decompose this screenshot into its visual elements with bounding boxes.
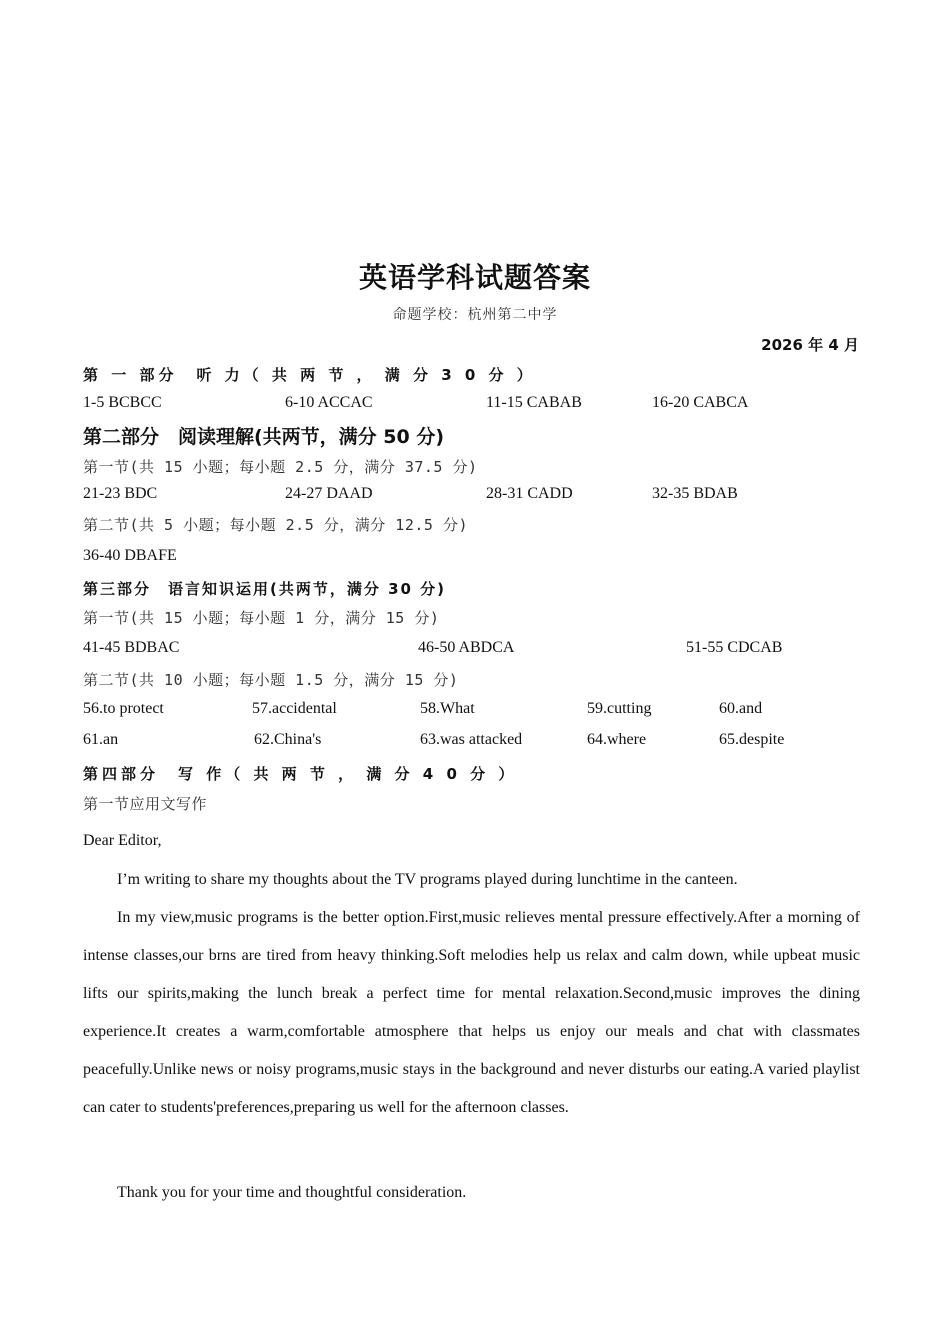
- part4-section1-label: 第一节应用文写作: [83, 795, 208, 813]
- exam-date: 2026 年 4 月: [761, 336, 859, 354]
- answer-group: 51-55 CDCAB: [686, 639, 783, 656]
- source-school: 命题学校：杭州第二中学: [392, 307, 558, 323]
- part2-heading: 第二部分 阅读理解(共两节，满分 50 分): [83, 426, 445, 448]
- letter-paragraph-1: I’m writing to share my thoughts about the TV programs played during lunchtime in the canteen.: [117, 871, 738, 888]
- answer-group: 28-31 CADD: [486, 485, 573, 502]
- answer-group: 16-20 CABCA: [652, 394, 749, 411]
- answer-group: 21-23 BDC: [83, 485, 158, 502]
- part3-section2-label: 第二节(共 10 小题；每小题 1.5 分，满分 15 分): [83, 671, 459, 689]
- answer-item: 56.to protect: [83, 700, 164, 717]
- letter-paragraph-3: Thank you for your time and thoughtful consideration.: [117, 1184, 467, 1201]
- answer-item: 61.an: [83, 731, 119, 748]
- part2-section2-label: 第二节(共 5 小题；每小题 2.5 分，满分 12.5 分): [83, 516, 468, 534]
- answer-group: 32-35 BDAB: [652, 485, 738, 502]
- answer-group: 36-40 DBAFE: [83, 547, 177, 564]
- answer-group: 24-27 DAAD: [285, 485, 373, 502]
- letter-salutation: Dear Editor,: [83, 832, 162, 849]
- answer-group: 6-10 ACCAC: [285, 394, 373, 411]
- answer-item: 64.where: [587, 731, 647, 748]
- answer-group: 46-50 ABDCA: [418, 639, 515, 656]
- answer-item: 65.despite: [719, 731, 785, 748]
- answer-item: 63.was attacked: [420, 731, 523, 748]
- answer-item: 62.China's: [254, 731, 322, 748]
- answer-item: 58.What: [420, 700, 475, 717]
- answer-item: 60.and: [719, 700, 763, 717]
- answer-group: 1-5 BCBCC: [83, 394, 162, 411]
- part4-heading: 第四部分 写 作（ 共 两 节 ， 满 分 4 0 分 ）: [83, 765, 518, 783]
- page-title: 英语学科试题答案: [358, 261, 591, 294]
- answer-group: 41-45 BDBAC: [83, 639, 180, 656]
- answer-item: 57.accidental: [252, 700, 337, 717]
- letter-paragraph-2: In my view,music programs is the better option.First,music relieves mental pressure effectively.After a morning of intense classes,our brns are tired from heavy thinking.Soft melodies help us relax and calm down, while upbeat music lifts our spirits,making the lunch break a perfect time for mental relaxation.Second,music improves the dining experience.It creates a warm,comfortable atmosphere that helps us enjoy our meals and chat with classmates peacefully.Unlike news or noisy programs,music stays in the background and never disturbs our eating.A varied playlist can cater to students'preferences,preparing us well for the afternoon classes.: [83, 909, 860, 1116]
- part1-heading: 第 一 部分 听 力（ 共 两 节 ， 满 分 3 0 分 ）: [83, 366, 536, 384]
- part3-section1-label: 第一节(共 15 小题；每小题 1 分，满分 15 分): [83, 609, 440, 627]
- part2-section1-label: 第一节(共 15 小题；每小题 2.5 分，满分 37.5 分): [83, 458, 478, 476]
- answer-group: 11-15 CABAB: [486, 394, 582, 411]
- answer-item: 59.cutting: [587, 700, 652, 717]
- part3-heading: 第三部分 语言知识运用(共两节，满分 30 分): [83, 580, 447, 598]
